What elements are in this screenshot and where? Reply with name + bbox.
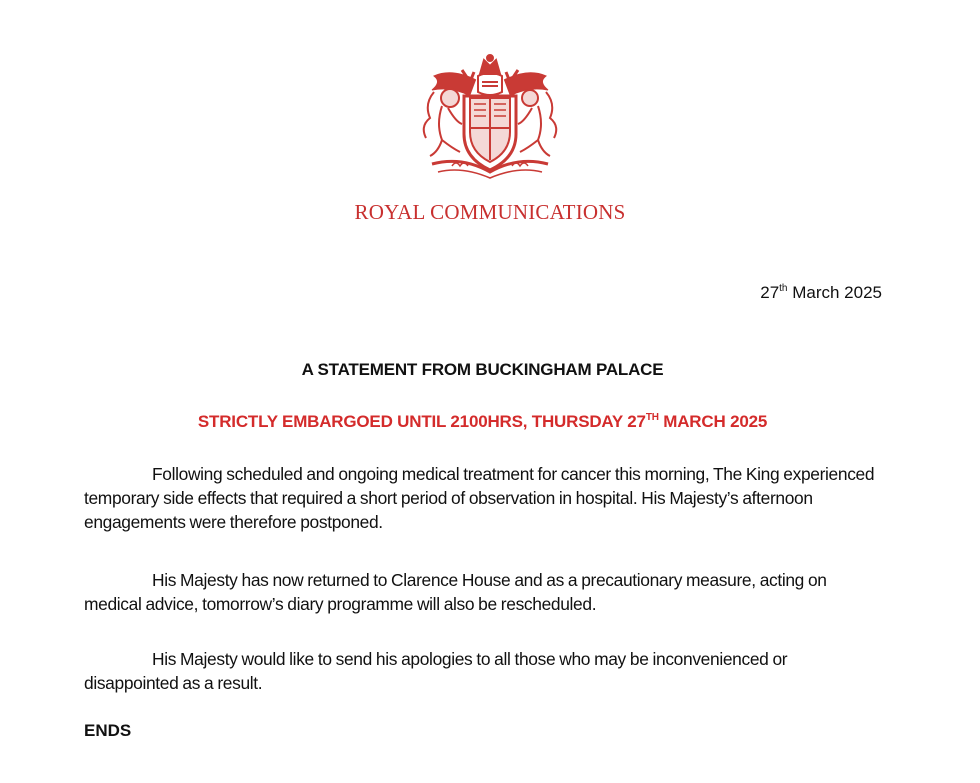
org-title: ROYAL COMMUNICATIONS [354, 200, 626, 224]
date-suffix: th [779, 283, 788, 294]
paragraph-3 [84, 647, 884, 695]
embargo-suffix: TH [645, 412, 659, 423]
paragraph-1-text: Following scheduled and ongoing medical treatment for cancer this morning, The King experienced temporary side effects that required a short period of observation in hospital. His Majesty’s afternoon engagements were therefore postponed. [84, 464, 875, 532]
paragraph-3-text: His Majesty would like to send his apologies to all those who may be inconvenienced or disappointed as a result. [84, 649, 788, 693]
royal-coat-of-arms-icon [412, 52, 568, 182]
statement-date [760, 283, 882, 303]
date-day: 27 [760, 283, 780, 302]
date-month-year: March 2025 [787, 283, 882, 302]
paragraph-2-text: His Majesty has now returned to Clarence House and as a precautionary measure, acting on medical advice, tomorrow’s diary programme will also be rescheduled. [84, 570, 827, 614]
embargo-date: MARCH 2025 [658, 412, 768, 431]
paragraph-1 [84, 462, 884, 534]
paragraph-2 [84, 568, 884, 616]
embargo-text: STRICTLY EMBARGOED UNTIL 2100HRS, THURSDAY 27 [197, 412, 646, 431]
ends-marker: ENDS [84, 721, 132, 740]
statement-heading: A STATEMENT FROM BUCKINGHAM PALACE [301, 360, 664, 379]
embargo-notice [0, 412, 965, 432]
